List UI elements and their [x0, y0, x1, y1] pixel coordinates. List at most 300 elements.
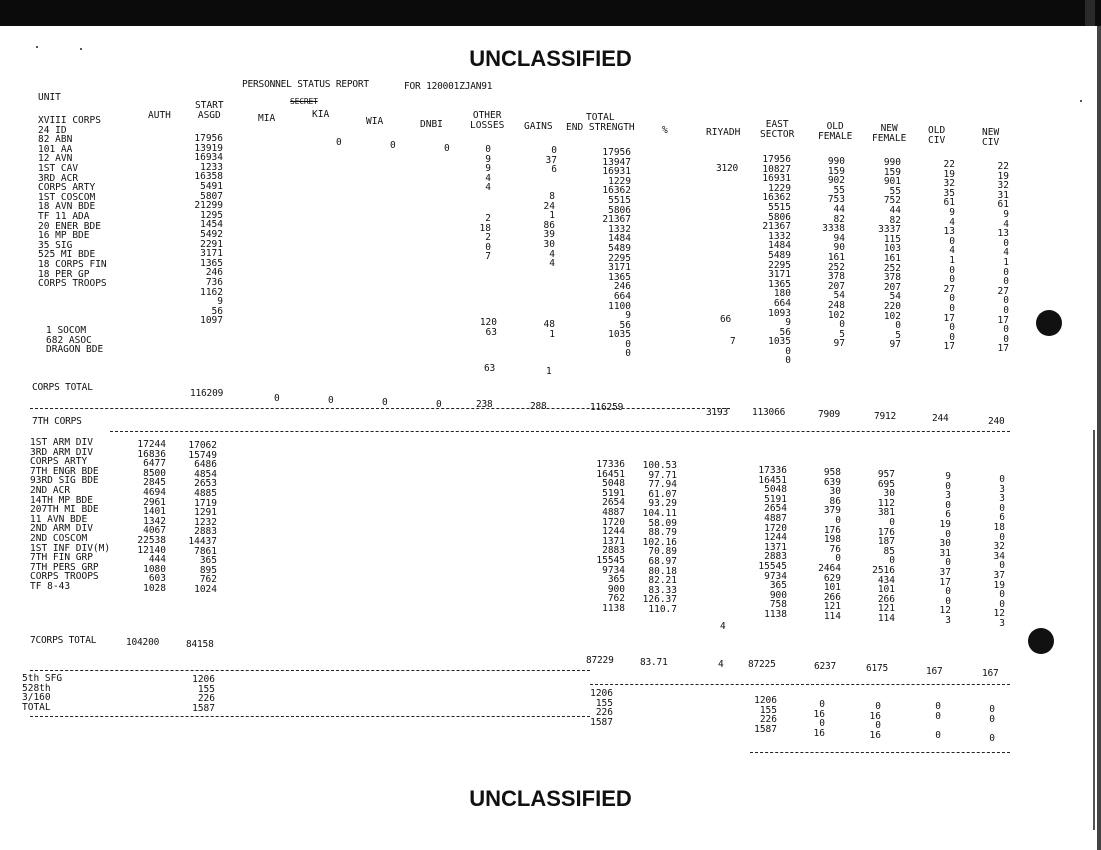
- table-cell: 0: [949, 235, 955, 247]
- table-cell: 10827: [762, 163, 791, 175]
- table-cell: 1401: [143, 506, 166, 518]
- table-cell: 9: [625, 310, 631, 322]
- table-cell: 13: [997, 228, 1009, 240]
- table-cell: 1720: [764, 522, 787, 534]
- table-cell: 1454: [200, 219, 223, 231]
- table-cell: 20 ENER BDE: [38, 220, 101, 232]
- table-cell: 1365: [768, 278, 791, 290]
- table-cell: 1291: [194, 507, 217, 519]
- table-cell: 4885: [194, 487, 217, 499]
- table-cell: 32: [943, 178, 955, 190]
- table-cell: 0: [999, 560, 1005, 572]
- table-cell: 9: [485, 153, 491, 165]
- header-gains: GAINS: [524, 121, 553, 132]
- section2-total-old-female: 6237: [814, 661, 837, 672]
- table-cell: 1295: [200, 209, 223, 221]
- table-cell: 12: [939, 605, 951, 617]
- table-cell: 0: [945, 557, 951, 569]
- table-cell: 226: [197, 693, 215, 705]
- section2-total-end-strength: 87229: [586, 655, 614, 666]
- table-cell: 365: [769, 580, 787, 592]
- table-cell: 2ND COSCOM: [30, 532, 88, 544]
- table-cell: 682 ASOC: [46, 334, 92, 346]
- table-cell: 990: [827, 156, 845, 167]
- table-cell: 901: [883, 176, 901, 188]
- table-cell: 0: [839, 319, 845, 331]
- table-cell: 2883: [764, 551, 787, 563]
- table-cell: CORPS ARTY: [38, 182, 96, 194]
- table-cell: 18: [993, 521, 1005, 533]
- section2-unit-column: [30, 438, 110, 592]
- table-cell: 4067: [143, 525, 166, 537]
- table-cell: 0: [989, 713, 995, 725]
- table-cell: 17336: [758, 465, 787, 476]
- table-cell: 762: [607, 593, 625, 605]
- section1-gains-column: [544, 320, 555, 339]
- table-cell: 44: [889, 204, 901, 216]
- table-cell: 1: [549, 328, 555, 340]
- header-new-female: NEW FEMALE: [872, 123, 907, 144]
- table-cell: 0: [949, 331, 955, 343]
- table-cell: 3: [999, 493, 1005, 505]
- header-start-asgd: START ASGD: [195, 100, 224, 121]
- table-cell: 379: [823, 505, 841, 517]
- table-cell: 5491: [200, 180, 223, 192]
- table-cell: 44: [833, 203, 845, 215]
- header-east-sector: EAST SECTOR: [760, 119, 795, 140]
- table-cell: 22538: [137, 534, 166, 546]
- table-cell: 16 MP BDE: [38, 230, 90, 242]
- table-cell: 0: [949, 302, 955, 314]
- corps-total-new-female: 7912: [874, 411, 897, 422]
- table-cell: 958: [823, 467, 841, 478]
- section1-gains-value: 1: [546, 366, 552, 377]
- table-cell: 155: [595, 697, 613, 709]
- table-cell: 0: [945, 480, 951, 492]
- table-cell: 664: [613, 290, 631, 302]
- table-cell: 77.94: [648, 479, 677, 491]
- table-cell: 0: [1003, 333, 1009, 345]
- table-cell: 161: [883, 252, 901, 264]
- section3-start-asgd-column: [192, 675, 215, 713]
- table-cell: 0: [945, 586, 951, 598]
- table-cell: 0: [949, 293, 955, 305]
- table-cell: 3RD ACR: [38, 172, 79, 184]
- table-cell: 1332: [768, 230, 791, 242]
- table-cell: 159: [827, 165, 845, 177]
- table-cell: 0: [835, 553, 841, 565]
- section2-total-label: 7CORPS TOTAL: [30, 635, 97, 646]
- table-cell: 16: [869, 729, 881, 741]
- table-cell: 54: [889, 291, 901, 303]
- section2-total-end-strength-column: [596, 460, 625, 614]
- table-cell: 226: [595, 707, 613, 719]
- table-cell: 16451: [758, 474, 787, 486]
- table-cell: 629: [823, 572, 841, 584]
- table-cell: 0: [785, 355, 791, 367]
- table-cell: 0: [551, 145, 557, 156]
- table-cell: 80.18: [648, 565, 677, 577]
- corps-total-dnbi: 0: [436, 399, 442, 410]
- table-cell: 17062: [188, 440, 217, 451]
- table-cell: 30: [543, 238, 555, 250]
- table-cell: 900: [607, 583, 625, 595]
- table-cell: 902: [827, 175, 845, 187]
- corps-total-label: CORPS TOTAL: [32, 382, 93, 393]
- table-cell: 21299: [194, 200, 223, 212]
- table-cell: 1: [549, 210, 555, 222]
- table-cell: 35: [943, 187, 955, 199]
- table-cell: 1206: [590, 688, 613, 699]
- table-cell: 0: [935, 701, 941, 712]
- section2-header-label: 7TH CORPS: [32, 416, 82, 427]
- header-wia: WIA: [366, 116, 384, 127]
- table-cell: 114: [877, 612, 895, 624]
- table-cell: 16836: [137, 448, 166, 460]
- table-cell: 664: [773, 297, 791, 309]
- table-cell: 100.53: [642, 460, 677, 471]
- table-cell: 0: [935, 729, 941, 741]
- section1-old-female-column: [822, 157, 845, 349]
- classification-banner-bottom: UNCLASSIFIED: [469, 786, 632, 811]
- table-cell: 8: [549, 191, 555, 202]
- table-cell: 248: [827, 299, 845, 311]
- table-cell: 3171: [608, 262, 631, 274]
- section3-unit-column: [22, 674, 62, 712]
- table-cell: 13: [943, 226, 955, 238]
- table-cell: 34: [993, 550, 1005, 562]
- section2-east-sector-column: [758, 466, 787, 620]
- table-cell: 1342: [143, 515, 166, 527]
- table-cell: 101: [823, 582, 841, 594]
- table-cell: 0: [875, 701, 881, 712]
- table-cell: 5515: [768, 201, 791, 213]
- table-cell: 2653: [194, 478, 217, 490]
- table-cell: CORPS ARTY: [30, 456, 88, 468]
- table-cell: 114: [823, 610, 841, 622]
- table-cell: 252: [827, 261, 845, 273]
- table-cell: 1332: [608, 223, 631, 235]
- table-cell: 365: [607, 574, 625, 586]
- table-cell: 0: [835, 514, 841, 526]
- corps-total-gains: 288: [530, 401, 547, 412]
- table-cell: 97: [833, 338, 845, 350]
- table-cell: 2ND ACR: [30, 484, 71, 496]
- table-cell: 7TH PERS GRP: [30, 561, 99, 573]
- table-cell: 19: [943, 168, 955, 180]
- table-cell: 762: [199, 574, 217, 586]
- section1-old-civ-column: [944, 160, 955, 352]
- table-cell: 12 AVN: [38, 153, 73, 165]
- table-cell: 0: [785, 345, 791, 357]
- section-divider: [30, 670, 590, 671]
- table-cell: 56: [779, 326, 791, 338]
- table-cell: 11 AVN BDE: [30, 513, 88, 525]
- table-cell: 101 AA: [38, 143, 73, 155]
- table-cell: 16: [869, 710, 881, 722]
- section2-new-civ-column: [994, 475, 1005, 629]
- table-cell: 187: [877, 536, 895, 548]
- table-cell: TOTAL: [22, 701, 51, 713]
- scan-right-edge-inner: [1093, 430, 1095, 830]
- table-cell: 104.11: [642, 507, 677, 519]
- table-cell: 126.37: [642, 594, 677, 606]
- section2-old-female-column: [818, 468, 841, 622]
- table-cell: 4: [485, 182, 491, 194]
- table-cell: 957: [877, 469, 895, 480]
- table-cell: 0: [989, 704, 995, 715]
- section1-subunit-column: [46, 326, 103, 355]
- table-cell: 102: [827, 309, 845, 321]
- section-divider: [590, 684, 1010, 685]
- table-cell: 1: [949, 254, 955, 266]
- table-cell: 7: [485, 251, 491, 263]
- section1-other-losses-column: [480, 214, 491, 262]
- table-cell: 0: [889, 555, 895, 567]
- table-cell: 9: [485, 163, 491, 175]
- table-cell: 102: [883, 310, 901, 322]
- table-cell: 2295: [768, 259, 791, 271]
- table-cell: 0: [935, 710, 941, 722]
- table-cell: 5806: [608, 204, 631, 216]
- secret-marking: SECRET: [290, 97, 318, 106]
- table-cell: 56: [619, 319, 631, 331]
- table-cell: 55: [889, 185, 901, 197]
- table-cell: 5048: [764, 484, 787, 496]
- header-total-end-strength: TOTAL END STRENGTH: [566, 112, 635, 133]
- table-cell: 3171: [768, 269, 791, 281]
- section3-total-end-strength-column: [590, 689, 613, 727]
- table-cell: 2654: [602, 497, 625, 509]
- table-cell: 266: [877, 593, 895, 605]
- table-cell: 5: [839, 328, 845, 340]
- table-cell: 31: [939, 547, 951, 559]
- section1-other-losses-column: [480, 318, 497, 337]
- report-title: PERSONNEL STATUS REPORT: [242, 79, 369, 90]
- table-cell: 0: [625, 348, 631, 360]
- table-cell: 61: [943, 197, 955, 209]
- table-cell: 0: [945, 499, 951, 511]
- table-cell: 1244: [764, 532, 787, 544]
- table-cell: 17336: [596, 459, 625, 470]
- section1-riyadh-value: 3120: [716, 163, 739, 174]
- table-cell: 58.09: [648, 517, 677, 529]
- table-cell: 2654: [764, 503, 787, 515]
- table-cell: 97: [889, 339, 901, 351]
- table-cell: 17956: [762, 154, 791, 165]
- table-cell: 159: [883, 166, 901, 178]
- table-cell: 736: [205, 276, 223, 288]
- table-cell: 14437: [188, 535, 217, 547]
- header-unit: UNIT: [38, 92, 61, 103]
- table-cell: 21367: [762, 221, 791, 233]
- table-cell: 5048: [602, 478, 625, 490]
- section2-new-female-column: [872, 470, 895, 624]
- table-cell: 5191: [602, 487, 625, 499]
- table-cell: 0: [875, 720, 881, 732]
- section-divider: [30, 408, 730, 409]
- table-cell: 639: [823, 476, 841, 488]
- table-cell: 0: [819, 718, 825, 730]
- section1-riyadh-value: 7: [730, 336, 736, 347]
- table-cell: DRAGON BDE: [46, 344, 104, 356]
- table-cell: 180: [773, 288, 791, 300]
- table-cell: 753: [827, 194, 845, 206]
- table-cell: 9: [945, 471, 951, 482]
- table-cell: 4: [1003, 247, 1009, 259]
- table-cell: 30: [939, 538, 951, 550]
- table-cell: 48: [543, 319, 555, 330]
- table-cell: 61.07: [648, 488, 677, 500]
- scan-top-bar: [0, 0, 1101, 26]
- table-cell: 758: [769, 599, 787, 611]
- table-cell: 4: [949, 245, 955, 257]
- table-cell: 444: [148, 554, 166, 566]
- table-cell: 1233: [200, 161, 223, 173]
- table-cell: 2883: [194, 526, 217, 538]
- table-cell: 4887: [764, 512, 787, 524]
- header-new-civ: NEW CIV: [982, 127, 1000, 148]
- table-cell: 1024: [194, 583, 217, 595]
- table-cell: 4: [949, 216, 955, 228]
- table-cell: 2: [485, 232, 491, 244]
- table-cell: 5489: [768, 249, 791, 261]
- table-cell: 1080: [143, 563, 166, 575]
- table-cell: 15749: [188, 449, 217, 461]
- table-cell: 0: [895, 320, 901, 332]
- table-cell: 1587: [754, 723, 777, 735]
- table-cell: 76: [829, 543, 841, 555]
- table-cell: 207TH MI BDE: [30, 504, 99, 516]
- table-cell: 155: [759, 704, 777, 716]
- table-cell: 4694: [143, 486, 166, 498]
- table-cell: 1365: [200, 257, 223, 269]
- corps-total-wia: 0: [382, 397, 388, 408]
- table-cell: 15545: [596, 554, 625, 566]
- table-cell: 3: [945, 490, 951, 502]
- section1-dnbi-value: 0: [444, 143, 450, 154]
- table-cell: 6486: [194, 459, 217, 471]
- table-cell: 9734: [764, 570, 787, 582]
- header-pct: %: [662, 125, 668, 136]
- table-cell: 3: [999, 617, 1005, 629]
- table-cell: 15545: [758, 560, 787, 572]
- table-cell: 603: [148, 573, 166, 585]
- table-cell: 68.97: [648, 555, 677, 567]
- table-cell: 0: [989, 732, 995, 744]
- table-cell: 0: [999, 598, 1005, 610]
- section1-riyadh-value: 66: [720, 314, 732, 325]
- header-old-civ: OLD CIV: [928, 125, 946, 146]
- table-cell: 19: [939, 518, 951, 530]
- table-cell: 83.33: [648, 584, 677, 596]
- table-cell: 18 CORPS FIN: [38, 258, 107, 270]
- table-cell: 27: [943, 283, 955, 295]
- table-cell: 4: [549, 248, 555, 260]
- table-cell: 27: [997, 285, 1009, 297]
- table-cell: 252: [883, 262, 901, 274]
- table-cell: 9734: [602, 564, 625, 576]
- corps-total-other-losses: 238: [476, 399, 493, 410]
- table-cell: 88.79: [648, 527, 677, 539]
- table-cell: 2961: [143, 496, 166, 508]
- section1-east-sector-column: [762, 155, 791, 366]
- section-divider: [110, 431, 1010, 432]
- table-cell: 0: [1003, 324, 1009, 336]
- table-cell: 1 SOCOM: [46, 325, 87, 336]
- table-cell: XVIII CORPS: [38, 115, 101, 126]
- table-cell: 1484: [768, 240, 791, 252]
- section3-east-sector-column: [754, 696, 777, 734]
- scan-speck: [1080, 100, 1082, 102]
- section1-wia-value: 0: [390, 140, 396, 151]
- table-cell: 9: [217, 296, 223, 308]
- section2-old-civ-column: [940, 472, 951, 626]
- table-cell: 19: [993, 579, 1005, 591]
- table-cell: 1206: [754, 695, 777, 706]
- table-cell: 8500: [143, 467, 166, 479]
- table-cell: 6477: [143, 458, 166, 470]
- section2-auth-column: [137, 440, 166, 594]
- table-cell: 0: [1003, 304, 1009, 316]
- table-cell: 246: [613, 281, 631, 293]
- section2-total-start-asgd: 84158: [186, 639, 214, 650]
- table-cell: 1035: [768, 336, 791, 348]
- table-cell: 97.71: [648, 469, 677, 481]
- section1-kia-value: 0: [336, 137, 342, 148]
- section2-start-asgd-column: [188, 441, 217, 595]
- table-cell: 161: [827, 251, 845, 263]
- table-cell: 246: [205, 267, 223, 279]
- section2-total-riyadh: 4: [718, 659, 724, 670]
- table-cell: 31: [997, 189, 1009, 201]
- table-cell: 528th: [22, 682, 51, 694]
- table-cell: 16934: [194, 152, 223, 164]
- table-cell: 85: [883, 545, 895, 557]
- table-cell: 752: [883, 195, 901, 207]
- table-cell: 4: [549, 258, 555, 270]
- table-cell: 94: [833, 232, 845, 244]
- section1-unit-column: [38, 116, 107, 289]
- table-cell: 61: [997, 199, 1009, 211]
- table-cell: 3/160: [22, 692, 51, 704]
- table-cell: 2: [485, 213, 491, 224]
- table-cell: 1ST ARM DIV: [30, 437, 93, 448]
- table-cell: 93RD SIG BDE: [30, 475, 99, 487]
- table-cell: 0: [625, 338, 631, 350]
- table-cell: 0: [999, 589, 1005, 601]
- table-cell: 3RD ARM DIV: [30, 446, 93, 458]
- table-cell: 990: [883, 157, 901, 168]
- table-cell: 17244: [137, 439, 166, 450]
- table-cell: 3: [945, 614, 951, 626]
- table-cell: 1162: [200, 286, 223, 298]
- table-cell: 176: [877, 526, 895, 538]
- report-date: FOR 120001ZJAN91: [404, 81, 493, 92]
- section2-total-east-sector: 87225: [748, 659, 776, 670]
- table-cell: 1229: [608, 175, 631, 187]
- table-cell: 7TH ENGR BDE: [30, 465, 99, 477]
- section1-gains-column: [546, 146, 557, 175]
- corps-total-old-civ: 244: [932, 413, 949, 424]
- table-cell: 12140: [137, 544, 166, 556]
- table-cell: 1ST CAV: [38, 162, 79, 174]
- scan-right-edge: [1097, 26, 1101, 850]
- table-cell: 1ST COSCOM: [38, 191, 96, 203]
- hole-punch-top: [1036, 310, 1062, 336]
- table-cell: CORPS TROOPS: [30, 571, 99, 583]
- table-cell: 895: [199, 564, 217, 576]
